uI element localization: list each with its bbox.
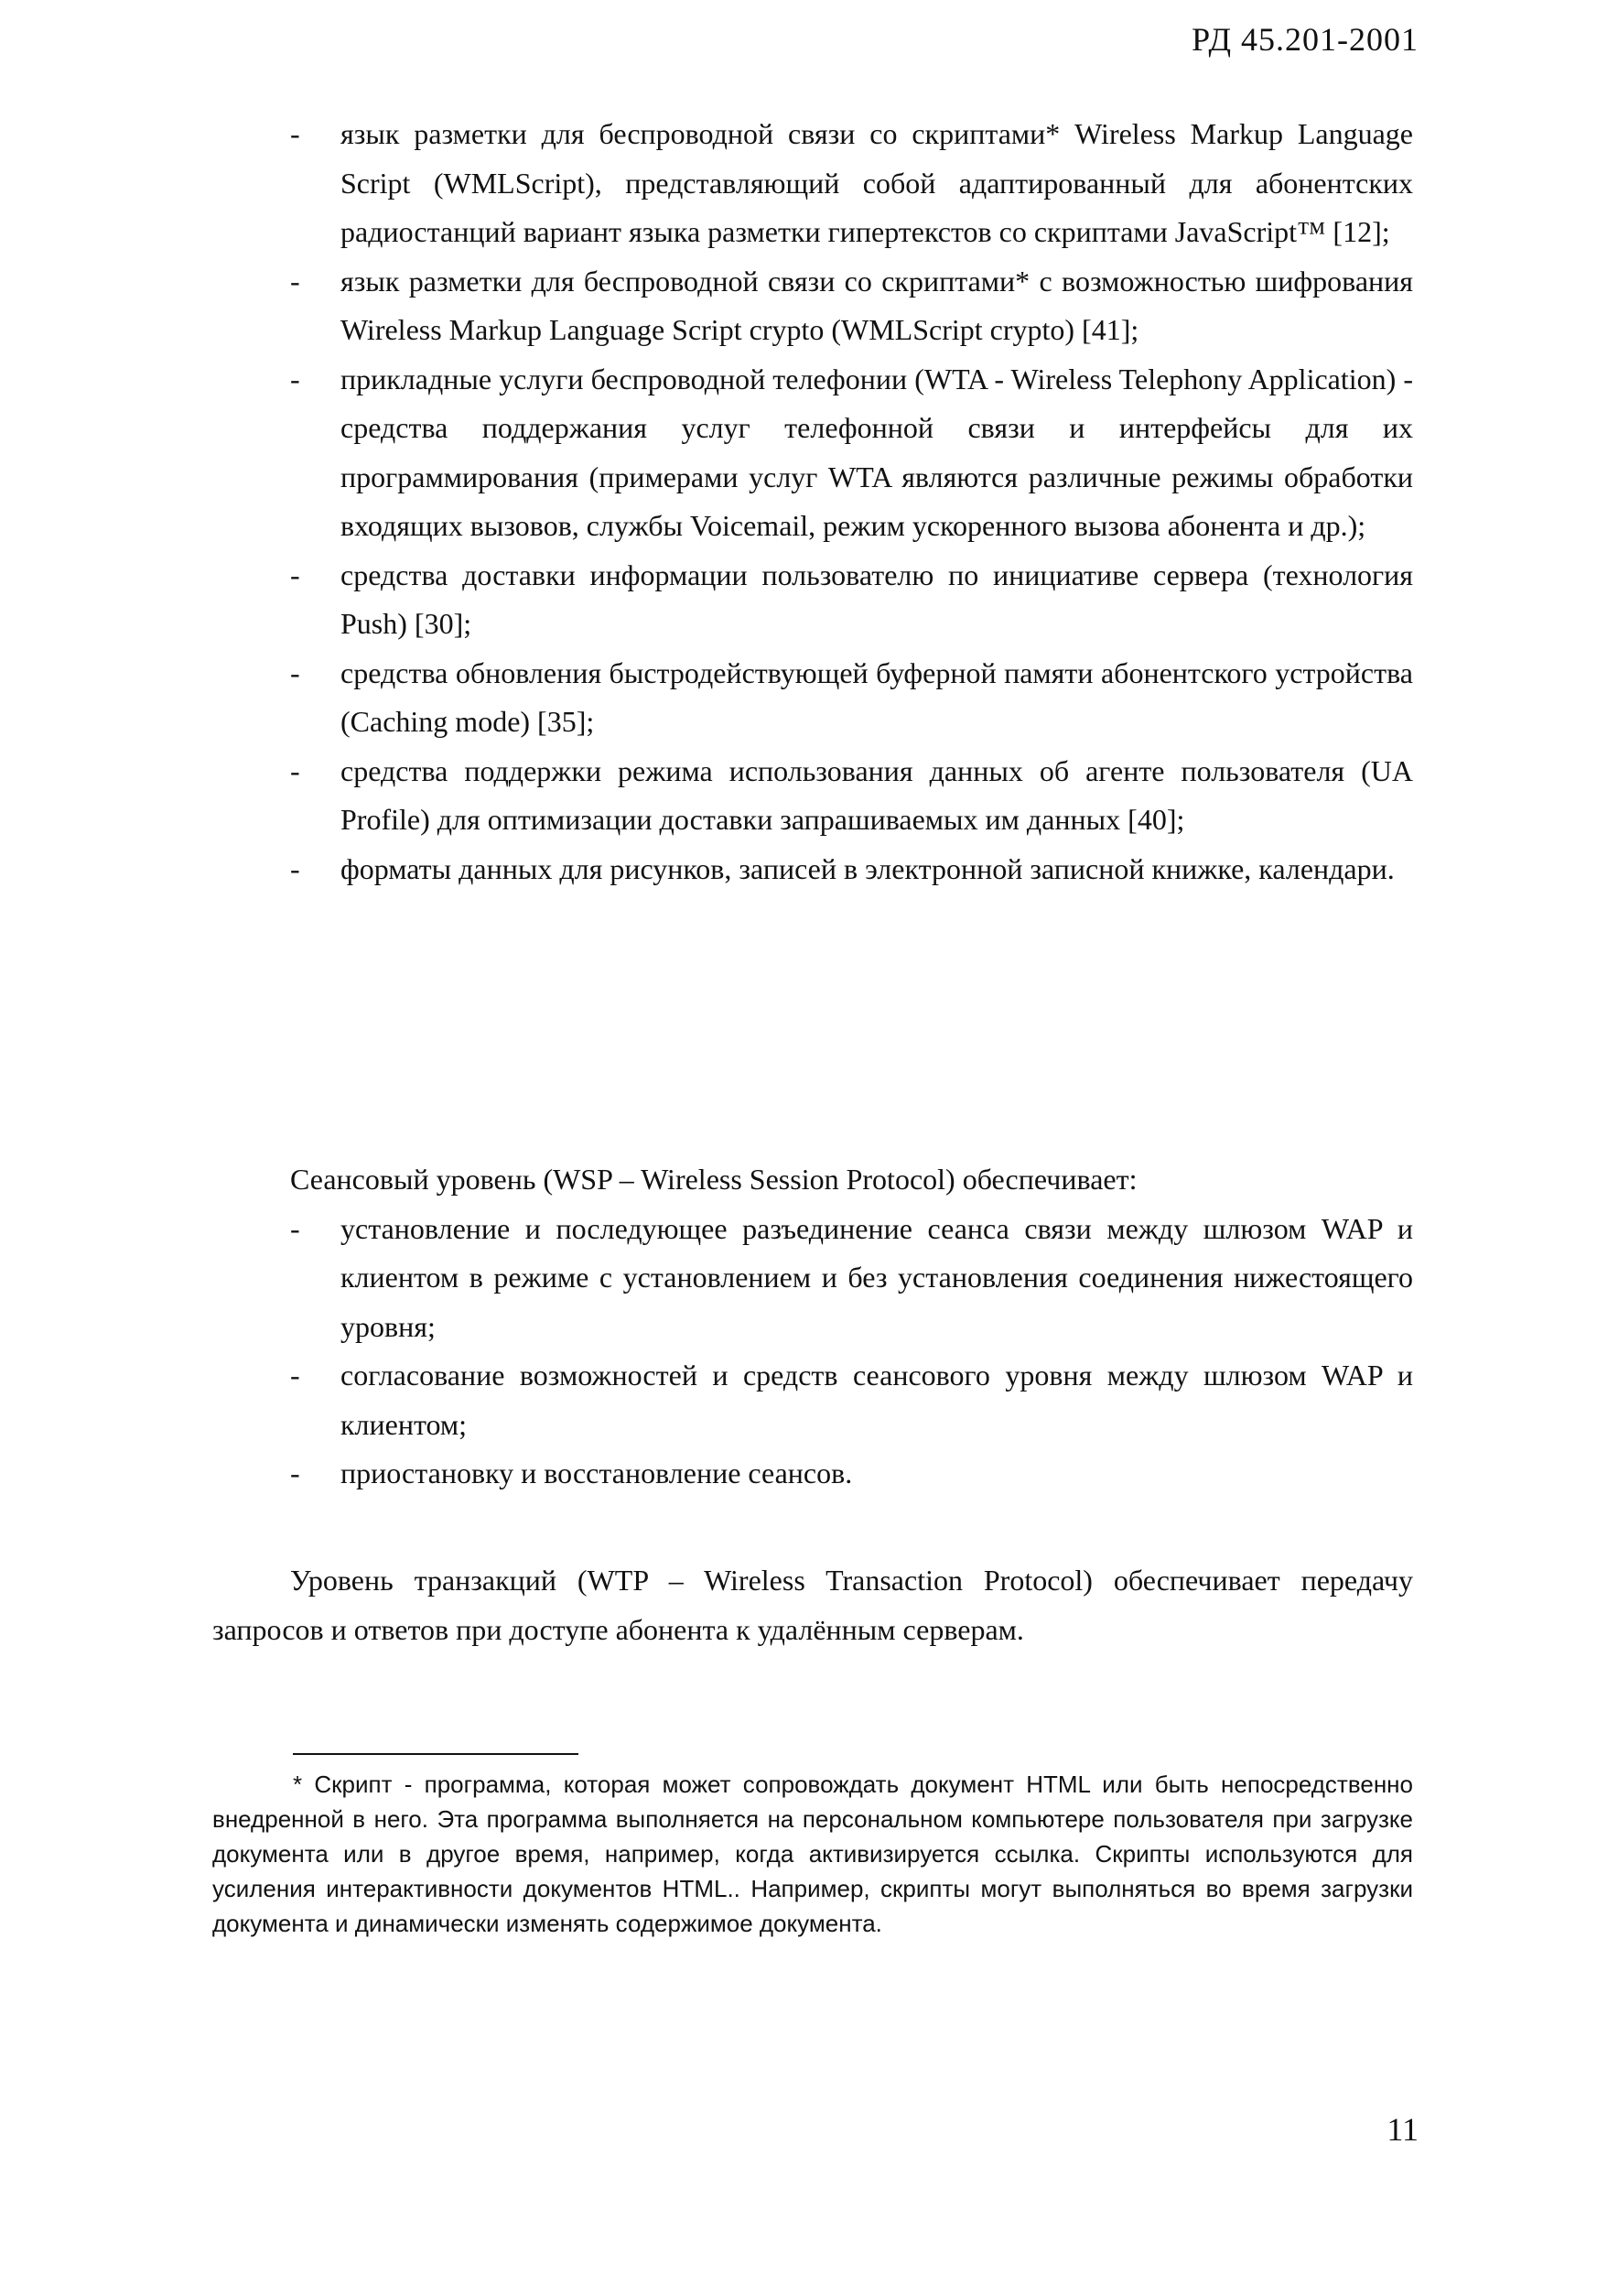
list-item-text: средства доставки информации пользователю по инициативе сервера (технология Push) [30]; bbox=[340, 558, 1413, 640]
session-layer-section bbox=[212, 1155, 1413, 1499]
bullet-dash: - bbox=[290, 1457, 300, 1489]
list-item-text: установление и последующее разъединение сеанса связи между шлюзом WAP и клиентом в режиме с установлением и без установления соединения нижестоящего уровня; bbox=[340, 1211, 1413, 1343]
list-item-text: согласование возможностей и средств сеансового уровня между шлюзом WAP и клиентом; bbox=[340, 1359, 1413, 1441]
list-item-text: прикладные услуги беспроводной телефонии (WTA - Wireless Telephony Application) - средства поддержания услуг телефонной связи и интерфейсы для их программирования (примерами услуг WTA являются различные режимы обработки входящих вызовов, службы Voicemail, режим ускоренного вызова абонента и др.); bbox=[340, 362, 1413, 542]
list-item bbox=[212, 257, 1413, 355]
features-list bbox=[212, 110, 1413, 893]
list-item-text: язык разметки для беспроводной связи со скриптами* Wireless Markup Language Script (WMLScript), представляющий собой адаптированный для абонентских радиостанций вариант языка разметки гипертекстов со скриптами JavaScript™ [12]; bbox=[340, 117, 1413, 248]
bullet-dash: - bbox=[290, 264, 300, 298]
bullet-dash: - bbox=[290, 1211, 300, 1245]
footnote-text: * Скрипт - программа, которая может сопровождать документ HTML или быть непосредственно внедренной в него. Эта программа выполняется на персональном компьютере пользователя при загрузке документа или в другое время, например, когда активизируется ссылка. Скрипты используются для усиления интерактивности документов HTML.. Например, скрипты могут выполняться во время загрузки документа и динамически изменять содержимое документа. bbox=[212, 1771, 1413, 1937]
list-item bbox=[212, 1449, 1413, 1499]
list-item bbox=[212, 845, 1413, 894]
transaction-layer-paragraph: Уровень транзакций (WTP – Wireless Transaction Protocol) обеспечивает передачу запросов и ответов при доступе абонента к удалённым серверам. bbox=[212, 1564, 1413, 1646]
bullet-dash: - bbox=[290, 362, 300, 395]
doc-code-header: РД 45.201-2001 bbox=[1192, 21, 1419, 58]
list-item-text: форматы данных для рисунков, записей в электронной записной книжке, календари. bbox=[340, 851, 1395, 885]
list-item bbox=[212, 1205, 1413, 1352]
bullet-dash: - bbox=[290, 558, 300, 591]
page-number: 11 bbox=[1387, 2111, 1419, 2148]
list-item-text: язык разметки для беспроводной связи со скриптами* с возможностью шифрования Wireless Markup Language Script crypto (WMLScript crypto) [41]; bbox=[340, 264, 1413, 346]
transaction-layer-section bbox=[212, 1556, 1413, 1654]
list-item bbox=[212, 649, 1413, 747]
list-item bbox=[212, 355, 1413, 551]
list-item bbox=[212, 110, 1413, 257]
list-item-text: приостановку и восстановление сеансов. bbox=[340, 1457, 853, 1489]
bullet-dash: - bbox=[290, 117, 300, 150]
list-block-top bbox=[212, 110, 1413, 893]
list-item bbox=[212, 1351, 1413, 1449]
bullet-dash: - bbox=[290, 1359, 300, 1392]
list-item bbox=[212, 747, 1413, 845]
list-item-text: средства поддержки режима использования данных об агенте пользователя (UA Profile) для оптимизации доставки запрашиваемых им данных [40]; bbox=[340, 753, 1413, 836]
session-layer-intro: Сеансовый уровень (WSP – Wireless Session Protocol) обеспечивает: bbox=[290, 1163, 1138, 1196]
session-layer-list bbox=[212, 1205, 1413, 1499]
bullet-dash: - bbox=[290, 753, 300, 787]
footnote-separator bbox=[293, 1753, 578, 1755]
list-item bbox=[212, 551, 1413, 649]
bullet-dash: - bbox=[290, 851, 300, 885]
list-item-text: средства обновления быстродействующей буферной памяти абонентского устройства (Caching mode) [35]; bbox=[340, 655, 1413, 738]
bullet-dash: - bbox=[290, 655, 300, 689]
